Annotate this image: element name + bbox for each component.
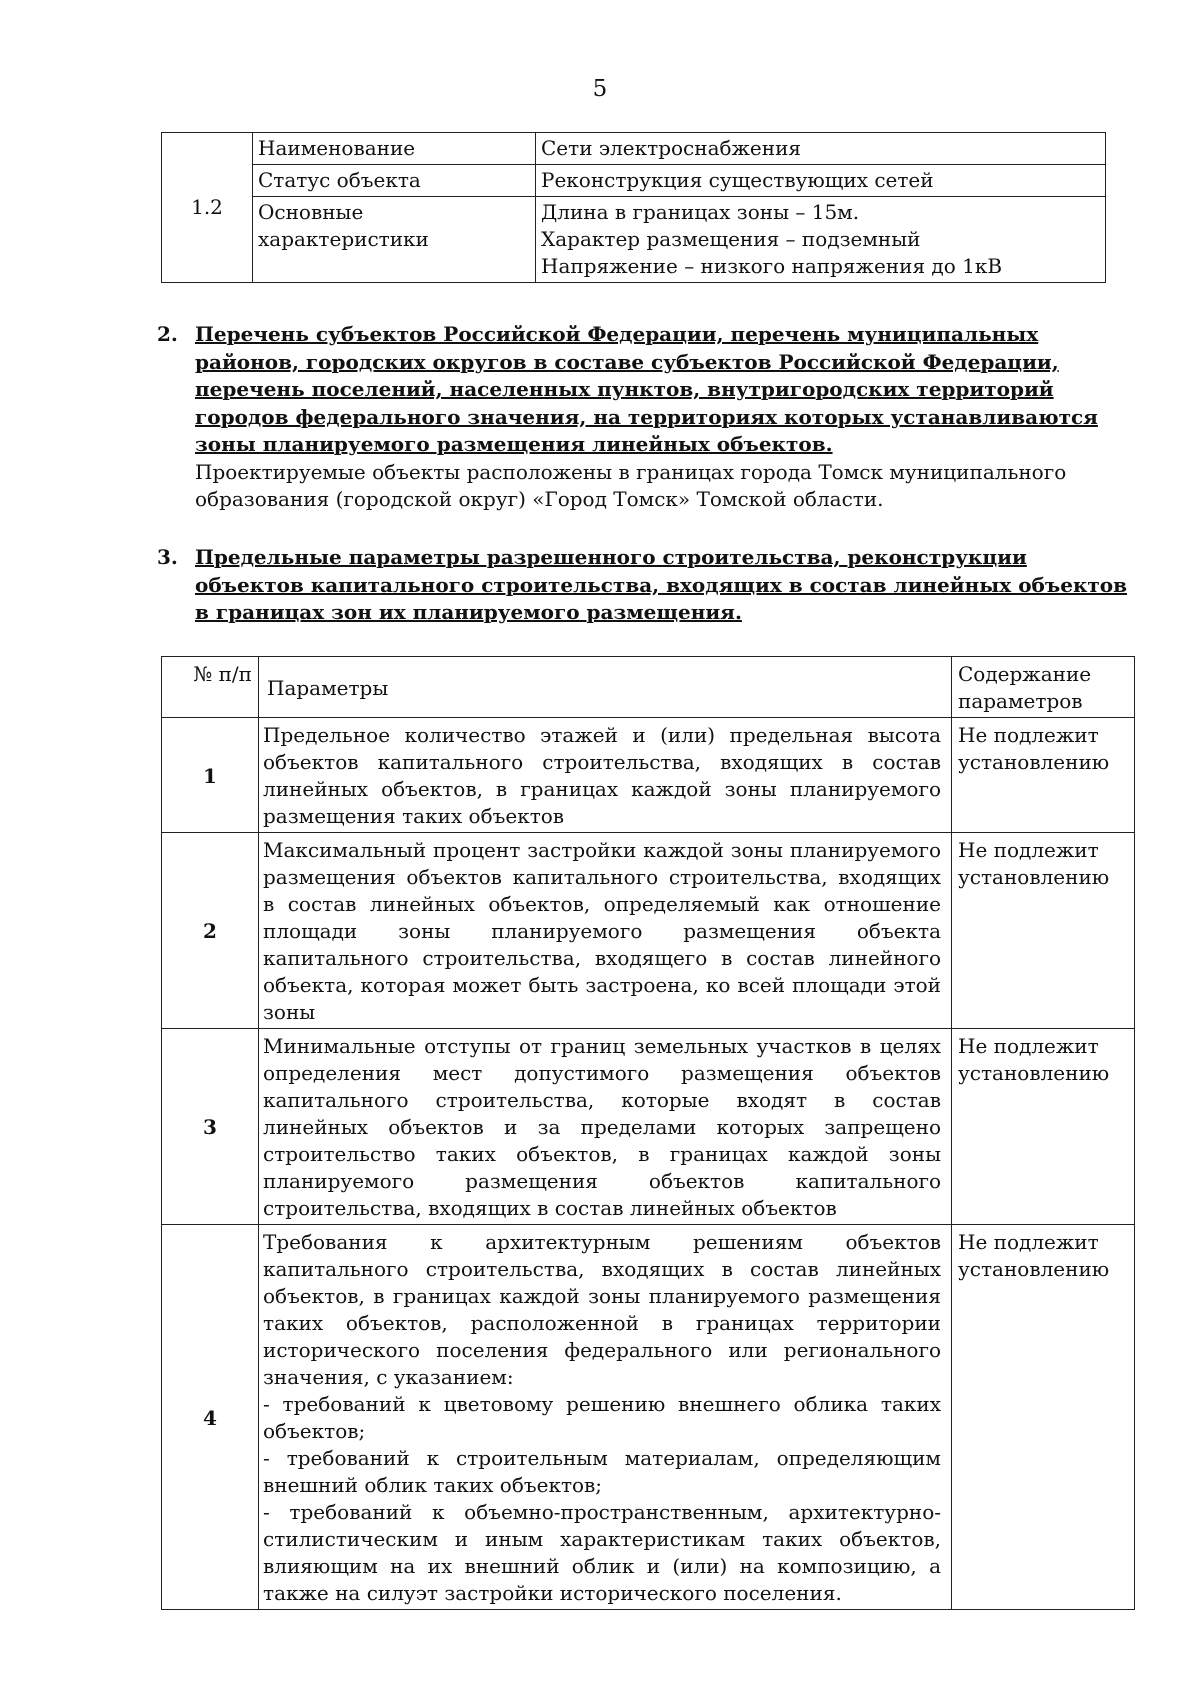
param-line: - требований к строительным материалам, определяющим внешний облик таких объектов; [263, 1446, 941, 1497]
spec-value-line: Длина в границах зоны – 15м. [541, 200, 860, 224]
param-line: Максимальный процент застройки каждой зоны планируемого размещения объектов капитального строительства, входящих в состав линейных объектов, определяемый как отношение площади зоны планируемого размещения объекта капитального строительства, входящего в состав линейного объекта, которая может быть застроена, ко всей площади этой зоны [263, 838, 941, 1024]
param-text [259, 833, 952, 1029]
spec-value [536, 165, 1106, 197]
param-value: Не подлежит установлению [952, 718, 1135, 833]
section-3 [157, 544, 1132, 627]
param-line: Требования к архитектурным решениям объектов капитального строительства, входящих в состав линейных объектов, в границах каждой зоны планируемого размещения таких объектов, расположенной в границах территории исторического поселения федерального или регионального значения, с указанием: [263, 1230, 941, 1389]
page-number: 5 [592, 76, 608, 102]
param-line: Минимальные отступы от границ земельных участков в целях определения мест допустимого размещения объектов капитального строительства, которые входят в состав линейных объектов и за пределами которых запрещено строительство таких объектов, в границах каждой зоны планируемого размещения объектов капитального строительства, входящих в состав линейных объектов [263, 1034, 941, 1220]
spec-key: Наименование [253, 133, 536, 165]
param-line: - требований к объемно-пространственным, архитектурно-стилистическим и иным характеристикам таких объектов, влияющим на их внешний облик и (или) на композицию, а также на силуэт застройки исторического поселения. [263, 1500, 941, 1605]
network-specs-table [161, 132, 1106, 283]
row-number: 4 [162, 1225, 259, 1610]
section-heading: Перечень субъектов Российской Федерации, перечень муниципальных районов, городских округов в составе субъектов Российской Федерации, перечень поселений, населенных пунктов, внутригородских территорий городов федерального значения, на территориях которых устанавливаются зоны планируемого размещения линейных объектов. [195, 322, 1098, 456]
row-number: 2 [162, 833, 259, 1029]
section-2 [157, 321, 1132, 514]
header-num: № п/п [162, 657, 259, 718]
param-value: Не подлежит установлению [952, 1225, 1135, 1610]
row-number: 3 [162, 1029, 259, 1225]
row-number: 1 [162, 718, 259, 833]
table-row [162, 1225, 1135, 1610]
parameters-table [161, 656, 1135, 1610]
table-row [162, 833, 1135, 1029]
spec-key: Статус объекта [253, 165, 536, 197]
param-value: Не подлежит установлению [952, 1029, 1135, 1225]
param-text [259, 1029, 952, 1225]
header-value: Содержание параметров [952, 657, 1135, 718]
section-number: 3. [157, 545, 178, 569]
spec-value-line: Реконструкция существующих сетей [541, 168, 934, 192]
param-text [259, 718, 952, 833]
section-number: 2. [157, 322, 178, 346]
header-param: Параметры [259, 657, 952, 718]
spec-value-line: Напряжение – низкого напряжения до 1кВ [541, 254, 1003, 278]
param-line: Предельное количество этажей и (или) предельная высота объектов капитального строительства, входящих в состав линейных объектов, в границах каждой зоны планируемого размещения таких объектов [263, 723, 941, 828]
param-text [259, 1225, 952, 1610]
table-header-row [162, 657, 1135, 718]
row-number: 1.2 [162, 133, 253, 283]
param-value: Не подлежит установлению [952, 833, 1135, 1029]
table-row [162, 718, 1135, 833]
spec-value-line: Характер размещения – подземный [541, 227, 921, 251]
section-body: Проектируемые объекты расположены в границах города Томск муниципального образования (городской округ) «Город Томск» Томской области. [195, 459, 1067, 511]
param-line: - требований к цветовому решению внешнего облика таких объектов; [263, 1392, 941, 1443]
spec-value [536, 133, 1106, 165]
table-row [162, 133, 1106, 165]
spec-value-line: Сети электроснабжения [541, 136, 802, 160]
section-heading: Предельные параметры разрешенного строительства, реконструкции объектов капитального строительства, входящих в состав линейных объектов в границах зон их планируемого размещения. [195, 545, 1128, 624]
spec-key: Основные характеристики [253, 197, 536, 283]
table-row [162, 197, 1106, 283]
table-row [162, 165, 1106, 197]
spec-value [536, 197, 1106, 283]
table-row [162, 1029, 1135, 1225]
